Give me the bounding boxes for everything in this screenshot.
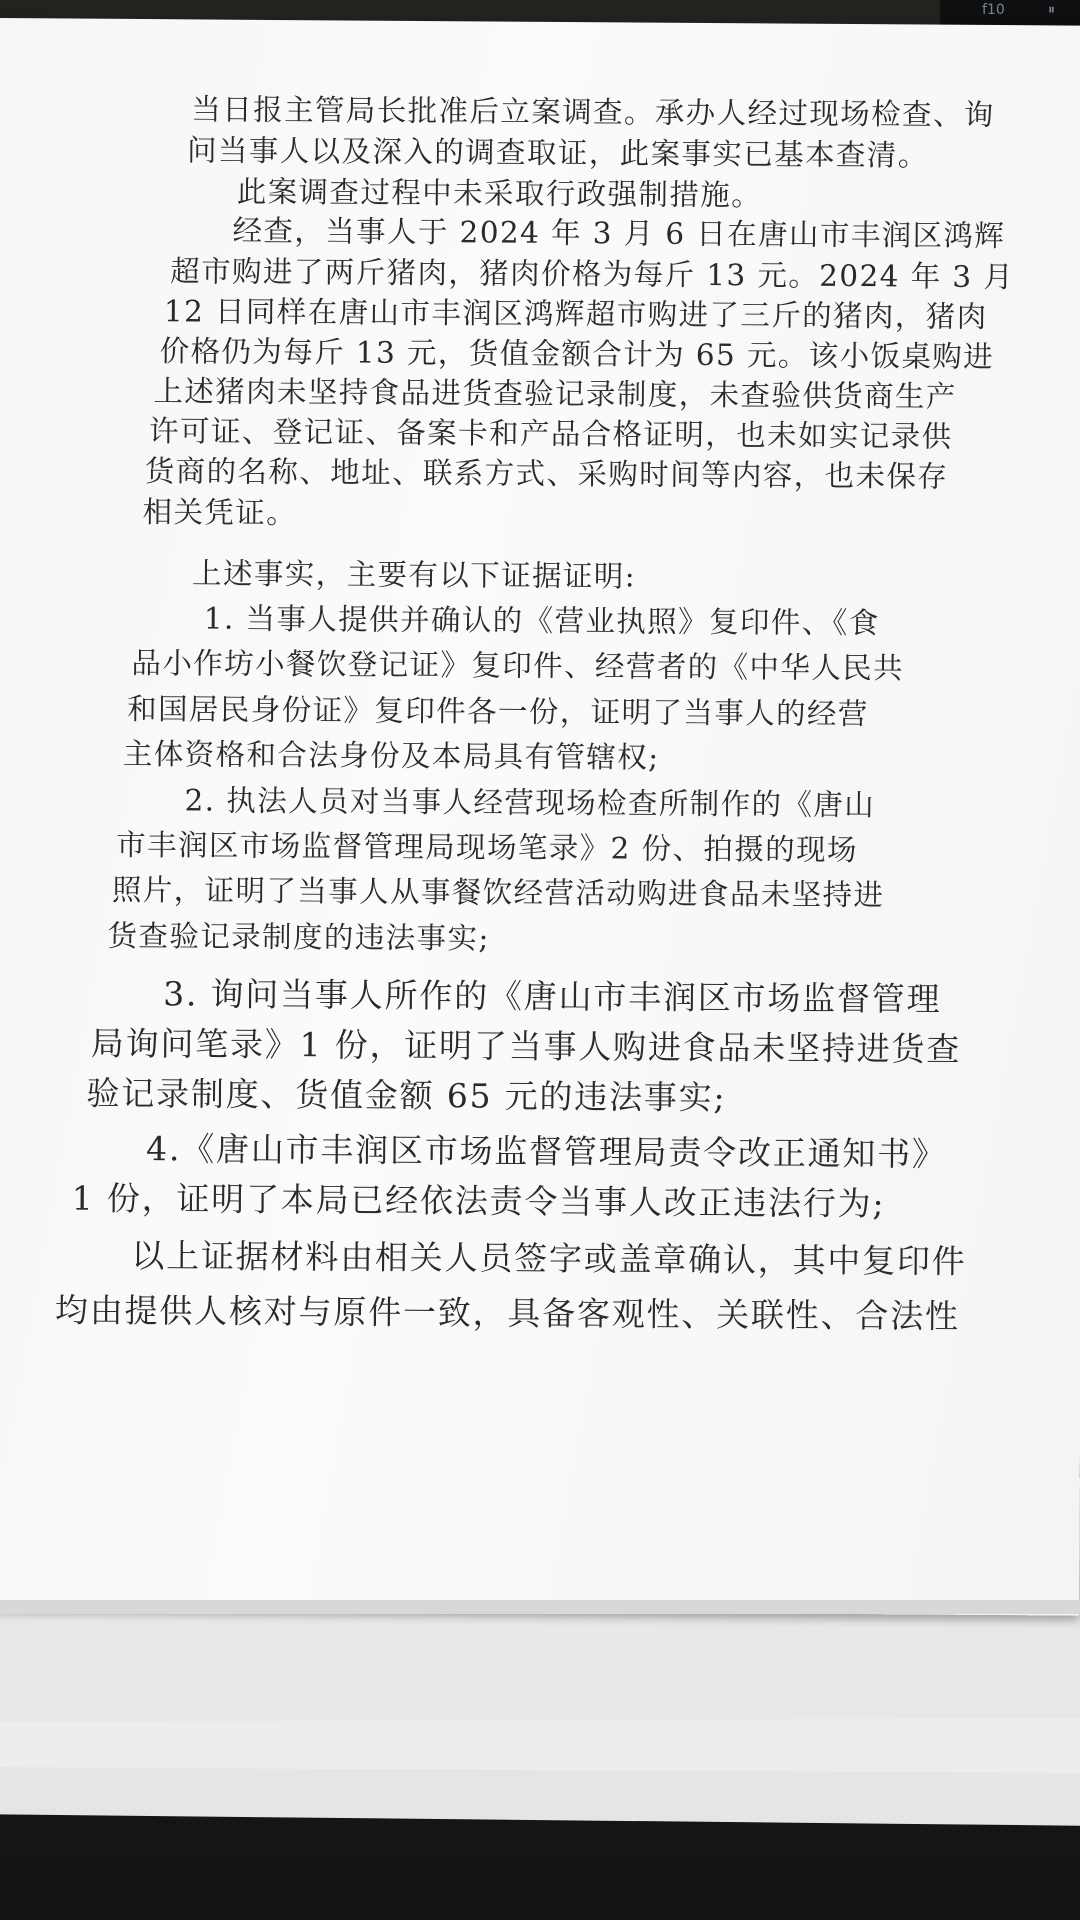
text-line-15: 和国居民身份证》复印件各一份，证明了当事人的经营 — [127, 691, 869, 732]
text-line-26: 以上证据材料由相关人员签字或盖章确认，其中复印件 — [131, 1235, 967, 1281]
text-line-19: 照片，证明了当事人从事餐饮经营活动购进食品未坚持进 — [111, 872, 885, 913]
text-line-23: 验记录制度、货值金额 65 元的违法事实; — [86, 1073, 727, 1118]
text-line-21: 3. 询问当事人所作的《唐山市丰润区市场监督管理 — [163, 974, 942, 1019]
text-line-18: 市丰润区市场监督管理局现场笔录》2 份、拍摄的现场 — [116, 827, 858, 868]
text-line-4: 经查，当事人于 2024 年 3 月 6 日在唐山市丰润区鸿辉 — [232, 213, 1006, 254]
text-line-24: 4.《唐山市丰润区市场监督管理局责令改正通知书》 — [145, 1129, 947, 1174]
text-line-13: 1. 当事人提供并确认的《营业执照》复印件、《食 — [203, 601, 880, 641]
text-line-25: 1 份，证明了本局已经依法责令当事人改正违法行为; — [71, 1178, 886, 1224]
text-line-20: 货查验记录制度的违法事实; — [107, 918, 490, 956]
page-bottom-edge — [0, 1600, 1080, 1614]
text-line-17: 2. 执法人员对当事人经营现场检查所制作的《唐山 — [184, 783, 876, 823]
text-line-12: 上述事实，主要有以下证据证明: — [192, 556, 637, 594]
f10-key-label: f10 — [982, 2, 1005, 18]
text-line-5: 超市购进了两斤猪肉，猪肉价格为每斤 13 元。2024 年 3 月 — [170, 254, 1015, 295]
text-line-11: 相关凭证。 — [142, 495, 298, 531]
text-line-9: 许可证、登记证、备案卡和产品合格证明，也未如实记录供 — [149, 414, 953, 454]
document-body — [0, 18, 1074, 1626]
text-line-10: 货商的名称、地址、联系方式、采购时间等内容，也未保存 — [144, 454, 949, 494]
text-line-1: 当日报主管局长批准后立案调查。承办人经过现场检查、询 — [191, 92, 995, 132]
text-line-27: 均由提供人核对与原件一致，具备客观性、关联性、合法性 — [54, 1290, 960, 1336]
document-page — [0, 18, 1080, 1616]
text-line-22: 局询问笔录》1 份，证明了当事人购进食品未坚持进货查 — [90, 1023, 962, 1069]
text-line-14: 品小作坊小餐饮登记证》复印件、经营者的《中华人民共 — [131, 645, 905, 686]
pause-icon: ⏸ — [1048, 2, 1055, 18]
text-line-6: 12 日同样在唐山市丰润区鸿辉超市购进了三斤的猪肉，猪肉 — [163, 294, 988, 334]
text-line-8: 上述猪肉未坚持食品进货查验记录制度，未查验供货商生产 — [153, 374, 957, 414]
text-line-3: 此案调查过程中未采取行政强制措施。 — [236, 174, 763, 213]
text-line-7: 价格仍为每斤 13 元，货值金额合计为 65 元。该小饭桌购进 — [159, 334, 995, 374]
text-line-2: 问当事人以及深入的调查取证，此案事实已基本查清。 — [186, 133, 929, 173]
text-line-16: 主体资格和合法身份及本局具有管辖权; — [122, 736, 660, 775]
